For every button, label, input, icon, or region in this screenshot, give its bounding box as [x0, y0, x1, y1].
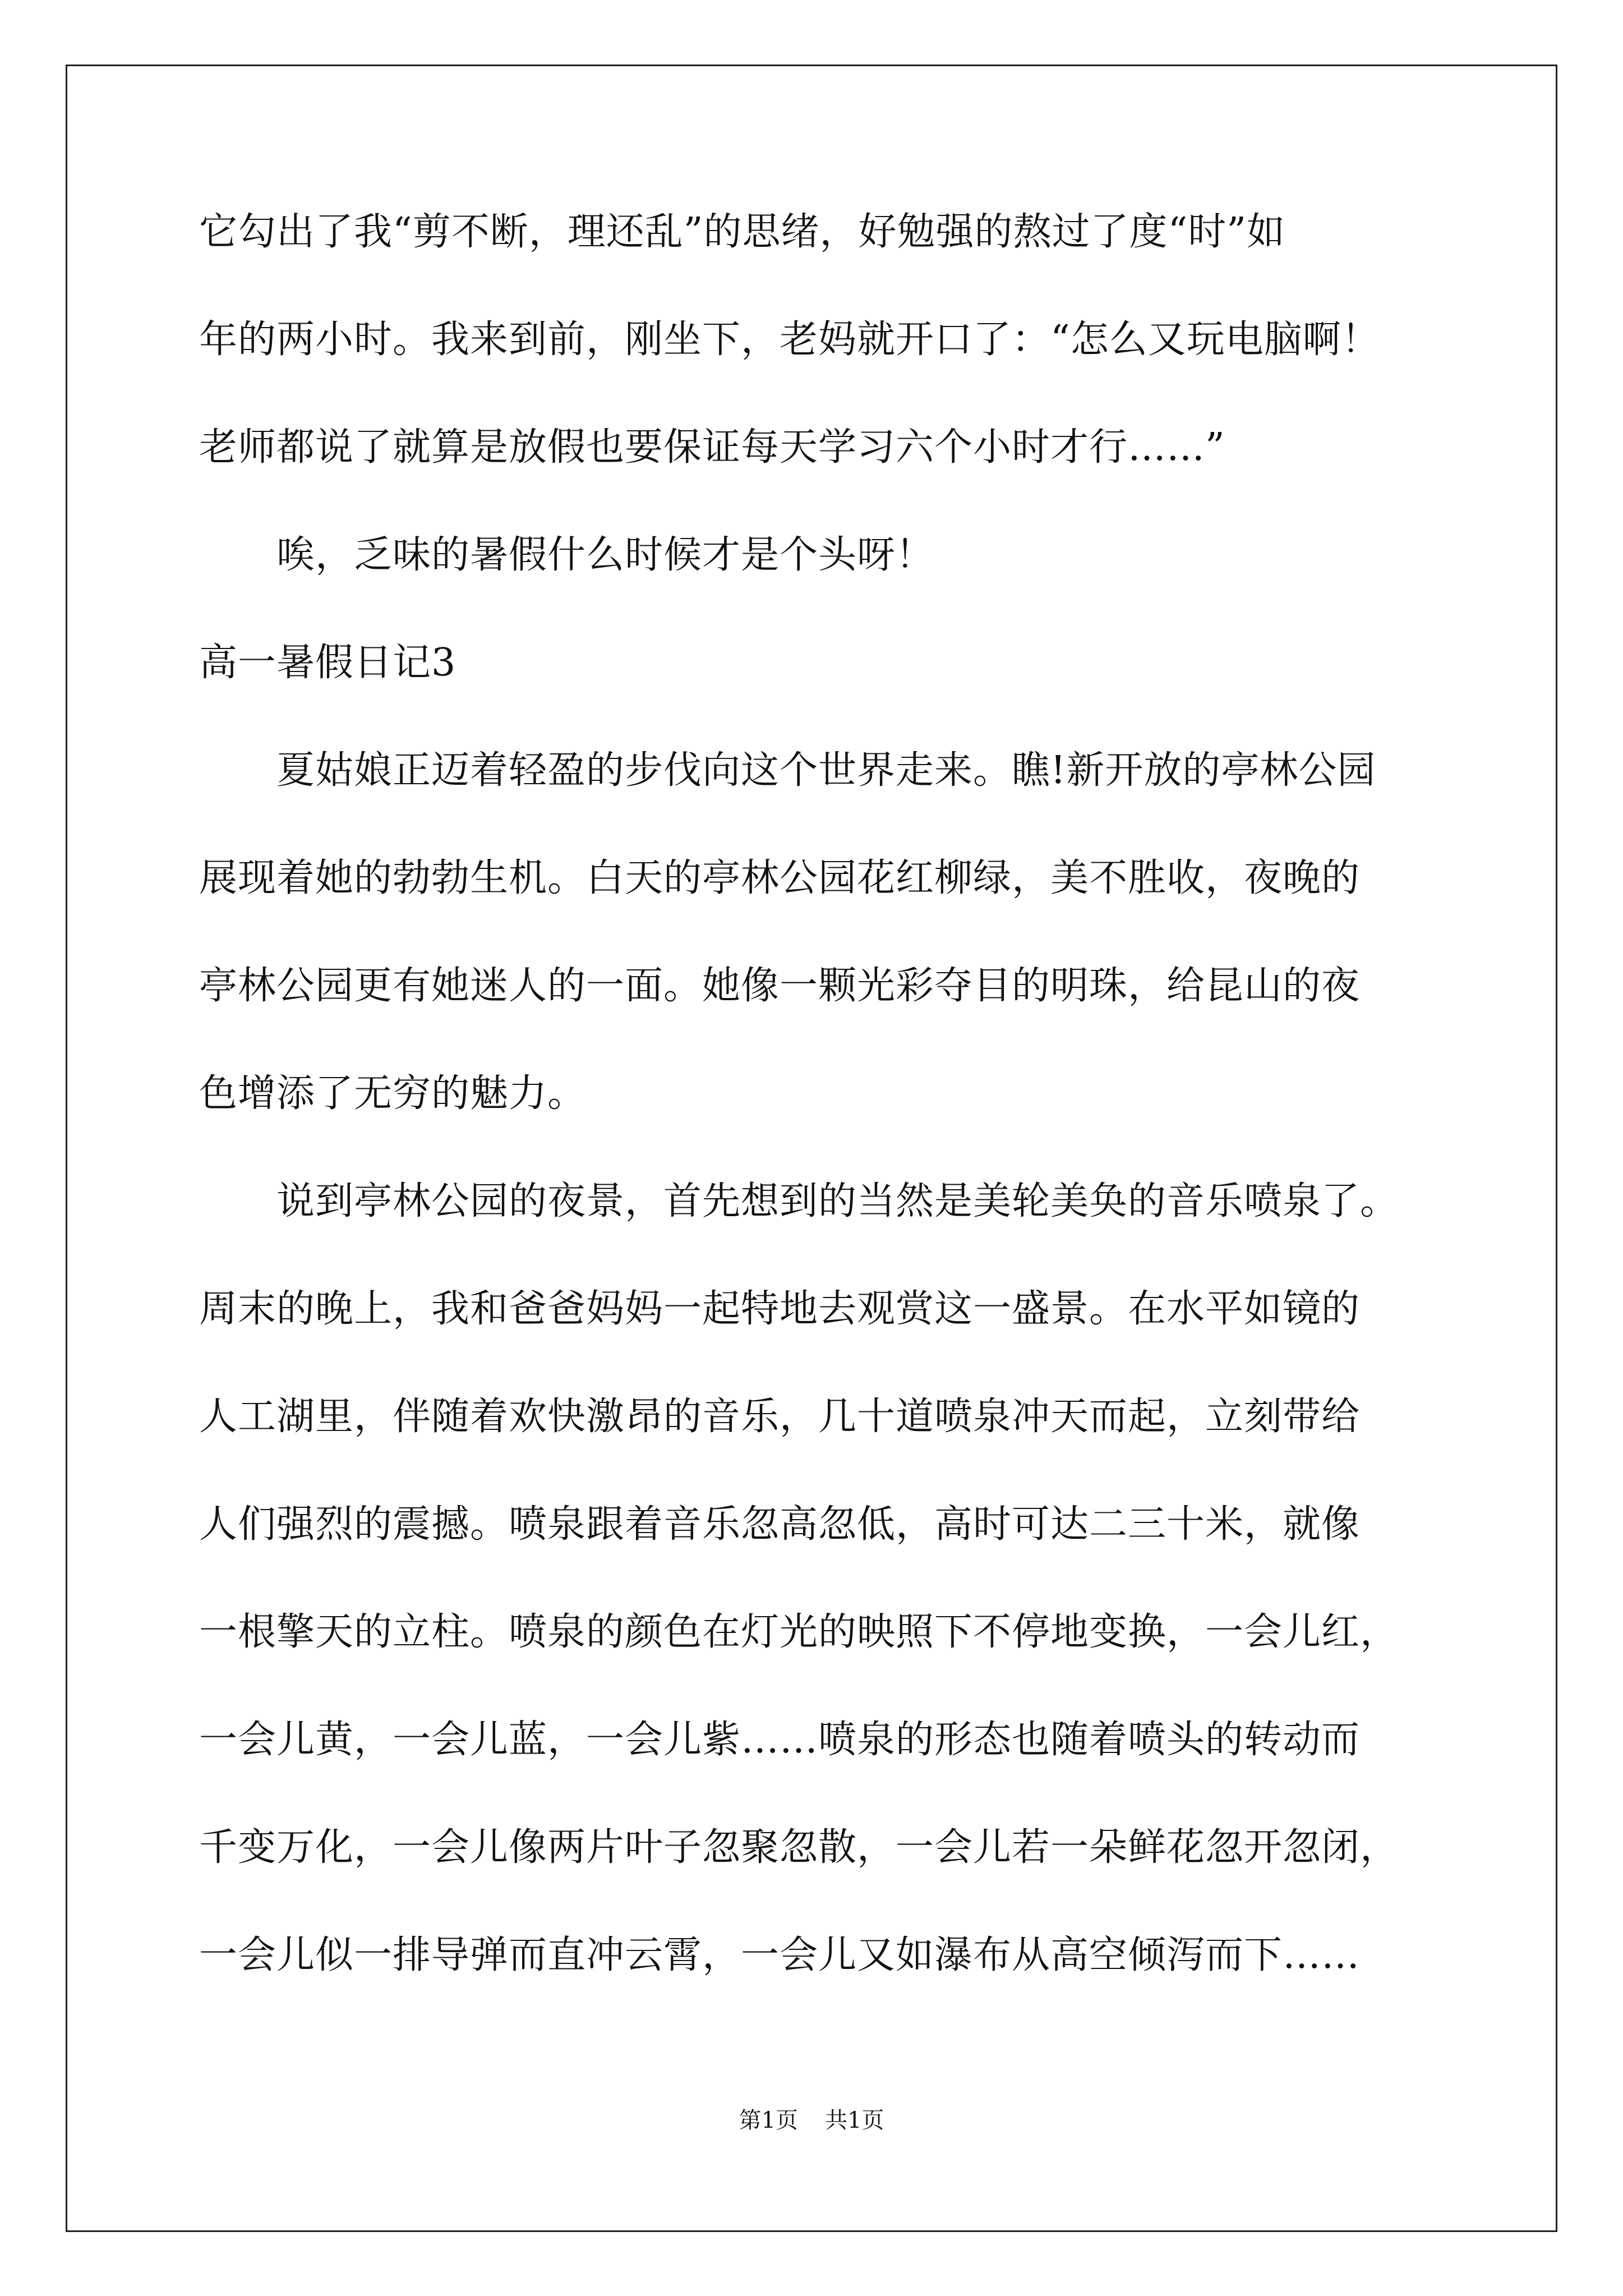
document-body	[199, 210, 1430, 2044]
text-line: 它勾出了我“剪不断，理还乱”的思绪，好勉强的熬过了度“时”如	[199, 210, 1286, 254]
page-footer	[0, 2102, 1623, 2134]
section-heading: 高一暑假日记3	[199, 641, 457, 685]
text-line: 唉，乏味的暑假什么时候才是个头呀！	[276, 533, 935, 577]
page-number: 第1页	[739, 2108, 798, 2133]
text-line: 展现着她的勃勃生机。白天的亭林公园花红柳绿，美不胜收，夜晚的	[199, 856, 1361, 900]
text-line: 一会儿黄，一会儿蓝，一会儿紫……喷泉的形态也随着喷头的转动而	[199, 1718, 1361, 1762]
text-line: 老师都说了就算是放假也要保证每天学习六个小时才行……”	[199, 425, 1225, 470]
text-line: 亭林公园更有她迷人的一面。她像一颗光彩夺目的明珠，给昆山的夜	[199, 964, 1361, 1008]
text-line: 色增添了无穷的魅力。	[199, 1071, 587, 1116]
text-line: 一根擎天的立柱。喷泉的颜色在灯光的映照下不停地变换，一会儿红，	[199, 1610, 1399, 1654]
text-line: 周末的晚上，我和爸爸妈妈一起特地去观赏这一盛景。在水平如镜的	[199, 1287, 1361, 1331]
text-line: 人们强烈的震撼。喷泉跟着音乐忽高忽低，高时可达二三十米，就像	[199, 1502, 1361, 1547]
text-line: 一会儿似一排导弹而直冲云霄，一会儿又如瀑布从高空倾泻而下……	[199, 1933, 1361, 1977]
text-line: 夏姑娘正迈着轻盈的步伐向这个世界走来。瞧!新开放的亭林公园	[276, 748, 1376, 793]
text-line: 年的两小时。我来到前，刚坐下，老妈就开口了：“怎么又玩电脑啊！	[199, 318, 1380, 362]
text-line: 说到亭林公园的夜景，首先想到的当然是美轮美奂的音乐喷泉了。	[276, 1179, 1399, 1223]
text-line: 千变万化，一会儿像两片叶子忽聚忽散，一会儿若一朵鲜花忽开忽闭，	[199, 1825, 1399, 1870]
text-line: 人工湖里，伴随着欢快激昂的音乐，几十道喷泉冲天而起，立刻带给	[199, 1395, 1361, 1439]
page-total: 共1页	[825, 2108, 884, 2133]
